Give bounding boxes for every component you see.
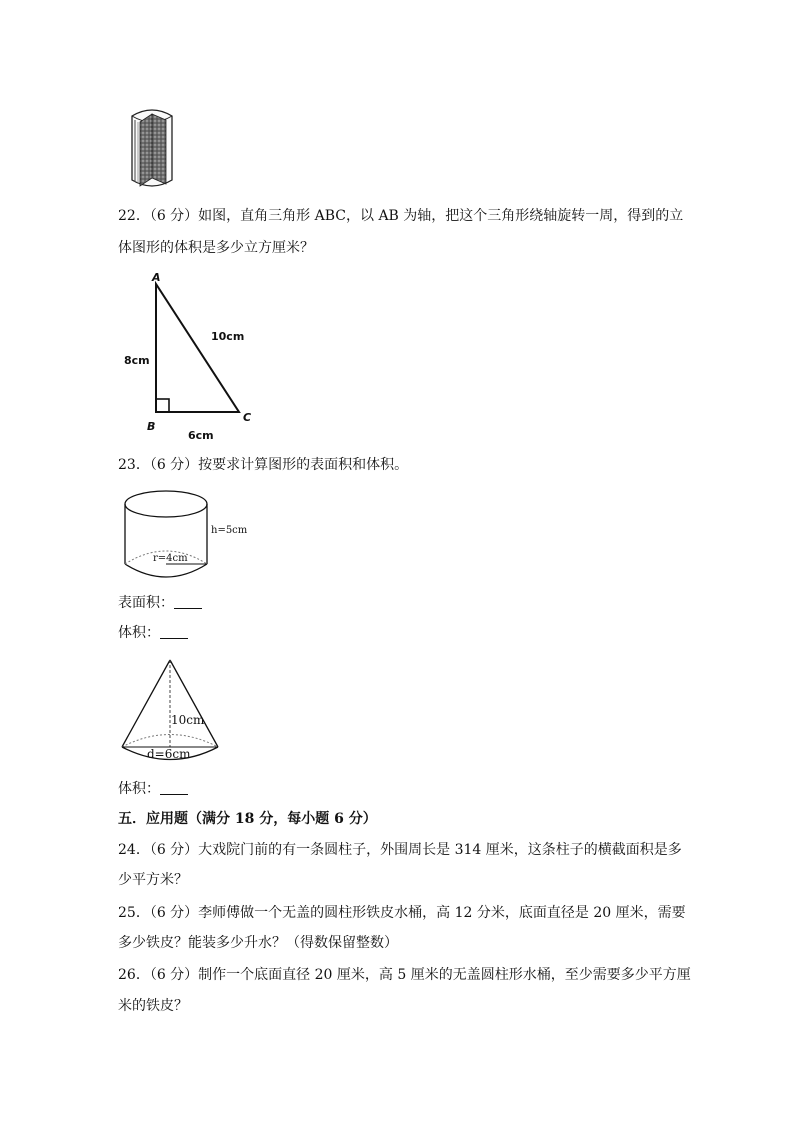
q25-line1: 25．（6 分）李师傅做一个无盖的圆柱形铁皮水桶，高 12 分米，底面直径是 20 厘米，需要 bbox=[118, 905, 686, 921]
side-ac-label: 10cm bbox=[211, 330, 245, 343]
vertex-b-label: B bbox=[147, 420, 156, 433]
section-five-title: 五．应用题（满分 18 分，每小题 6 分） bbox=[118, 811, 377, 827]
q22-line2: 体图形的体积是多少立方厘米？ bbox=[118, 240, 314, 256]
cone-diameter-label: d=6cm bbox=[147, 747, 191, 761]
q23-line1: 23．（6 分）按要求计算图形的表面积和体积。 bbox=[118, 457, 409, 473]
cylinder-radius-label: r=4cm bbox=[153, 553, 188, 564]
q24-line1: 24．（6 分）大戏院门前的有一条圆柱子，外围周长是 314 厘米，这条柱子的横截面积是多 bbox=[118, 842, 682, 858]
cylinder-figure bbox=[118, 486, 218, 582]
q26-line1: 26．（6 分）制作一个底面直径 20 厘米，高 5 厘米的无盖圆柱形水桶，至少需要多少平方厘 bbox=[118, 967, 691, 983]
vertex-a-label: A bbox=[152, 271, 161, 284]
q25-line2: 多少铁皮？能装多少升水？（得数保留整数） bbox=[118, 935, 398, 951]
surface-area-row bbox=[118, 593, 202, 613]
surface-area-blank bbox=[174, 594, 202, 609]
cone-height-label: 10cm bbox=[171, 713, 205, 727]
q22-line1: 22．（6 分）如图，直角三角形 ABC，以 AB 为轴，把这个三角形绕轴旋转一周，得到的立 bbox=[118, 208, 684, 224]
cylinder-height-label: h=5cm bbox=[211, 525, 248, 536]
cone-volume-label: 体积： bbox=[118, 781, 160, 797]
cylinder-volume-blank bbox=[160, 624, 188, 639]
vertex-c-label: C bbox=[243, 411, 252, 424]
cone-volume-row bbox=[118, 779, 188, 799]
cut-cylinder-figure bbox=[126, 104, 178, 190]
cone-volume-blank bbox=[160, 780, 188, 795]
cylinder-volume-row bbox=[118, 623, 188, 643]
q26-line2: 米的铁皮？ bbox=[118, 998, 188, 1014]
side-bc-label: 6cm bbox=[188, 429, 214, 442]
surface-area-label: 表面积： bbox=[118, 595, 174, 611]
cylinder-volume-label: 体积： bbox=[118, 625, 160, 641]
side-ab-label: 8cm bbox=[124, 354, 150, 367]
q24-line2: 少平方米？ bbox=[118, 872, 188, 888]
